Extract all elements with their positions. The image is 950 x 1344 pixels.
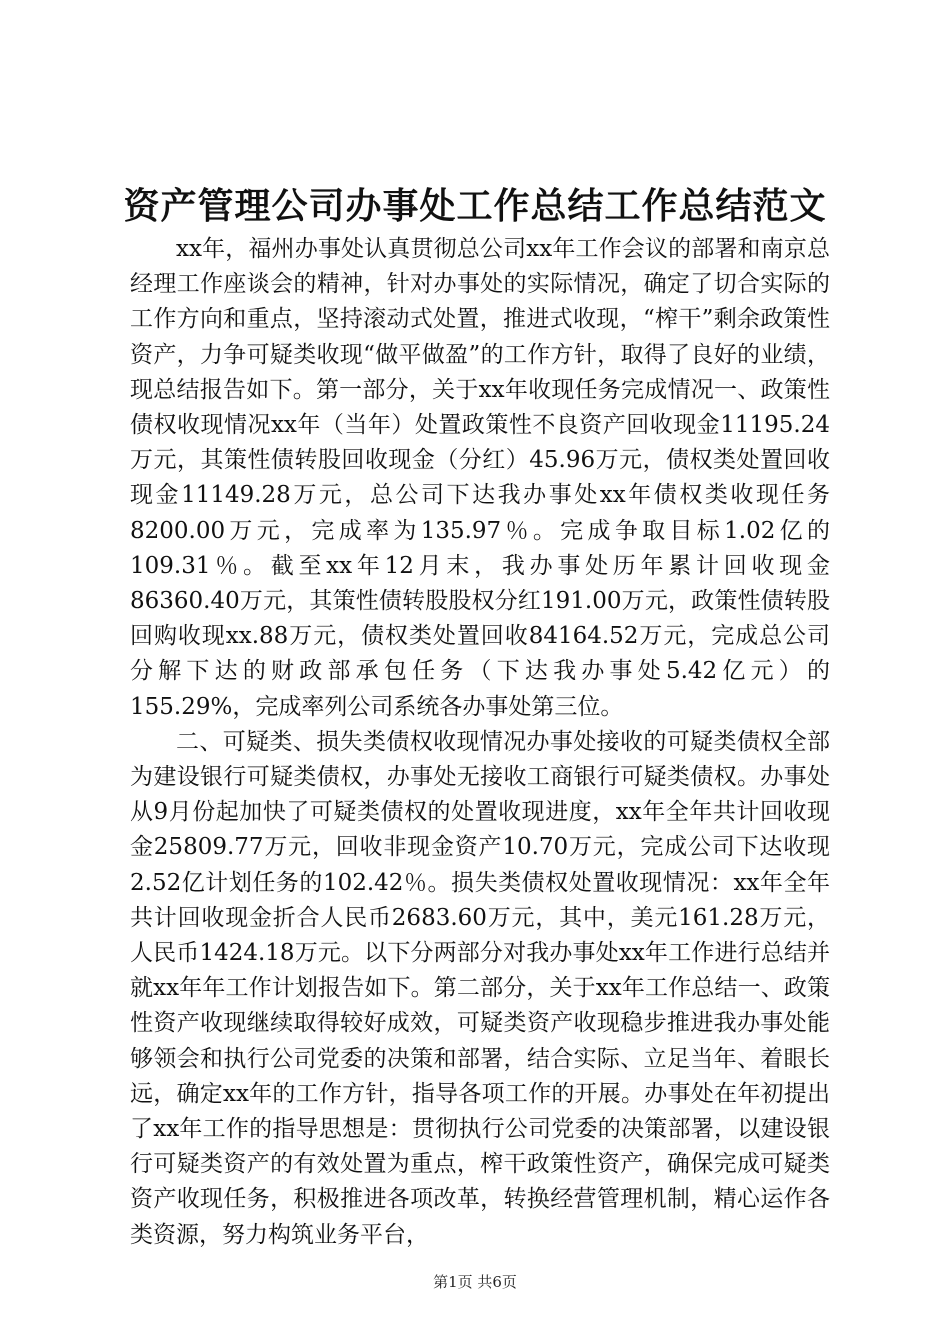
document-title: 资产管理公司办事处工作总结工作总结范文 <box>123 185 827 227</box>
page-footer: 第1页 共6页 <box>433 1273 517 1291</box>
body-paragraph: xx年，福州办事处认真贯彻总公司xx年工作会议的部署和南京总经理工作座谈会的精神，针对办事处的实际情况，确定了切合实际的工作方向和重点，坚持滚动式处置，推进式收现，“榨干”剩余政策性资产，力争可疑类收现“做平做盈”的工作方针，取得了良好的业绩，现总结报告如下。第一部分，关于xx年收现任务完成情况一、政策性债权收现情况xx年（当年）处置政策性不良资产回收现金11195.24万元，其策性债转股回收现金（分红）45.96万元，债权类处置回收现金11149.28万元，总公司下达我办事处xx年债权类收现任务8200.00万元，完成率为135.97％。完成争取目标1.02亿的109.31％。截至xx年12月末，我办事处历年累计回收现金86360.40万元，其策性债转股股权分红191.00万元，政策性债转股回购收现xx.88万元，债权类处置回收84164.52万元，完成总公司分解下达的财政部承包任务（下达我办事处5.42亿元）的155.29%，完成率列公司系统各办事处第三位。 <box>130 236 830 720</box>
document-body <box>130 232 830 1253</box>
body-paragraph: 二、可疑类、损失类债权收现情况办事处接收的可疑类债权全部为建设银行可疑类债权，办事处无接收工商银行可疑类债权。办事处从9月份起加快了可疑类债权的处置收现进度，xx年全年共计回收现金25809.77万元，回收非现金资产10.70万元，完成公司下达收现2.52亿计划任务的102.42％。损失类债权处置收现情况：xx年全年共计回收现金折合人民币2683.60万元，其中，美元161.28万元，人民币1424.18万元。以下分两部分对我办事处xx年工作进行总结并就xx年年工作计划报告如下。第二部分，关于xx年工作总结一、政策性资产收现继续取得较好成效，可疑类资产收现稳步推进我办事处能够领会和执行公司党委的决策和部署，结合实际、立足当年、着眼长远，确定xx年的工作方针，指导各项工作的开展。办事处在年初提出了xx年工作的指导思想是：贯彻执行公司党委的决策部署，以建设银行可疑类资产的有效处置为重点，榨干政策性资产，确保完成可疑类资产收现任务，积极推进各项改革，转换经营管理机制，精心运作各类资源，努力构筑业务平台， <box>130 728 830 1248</box>
